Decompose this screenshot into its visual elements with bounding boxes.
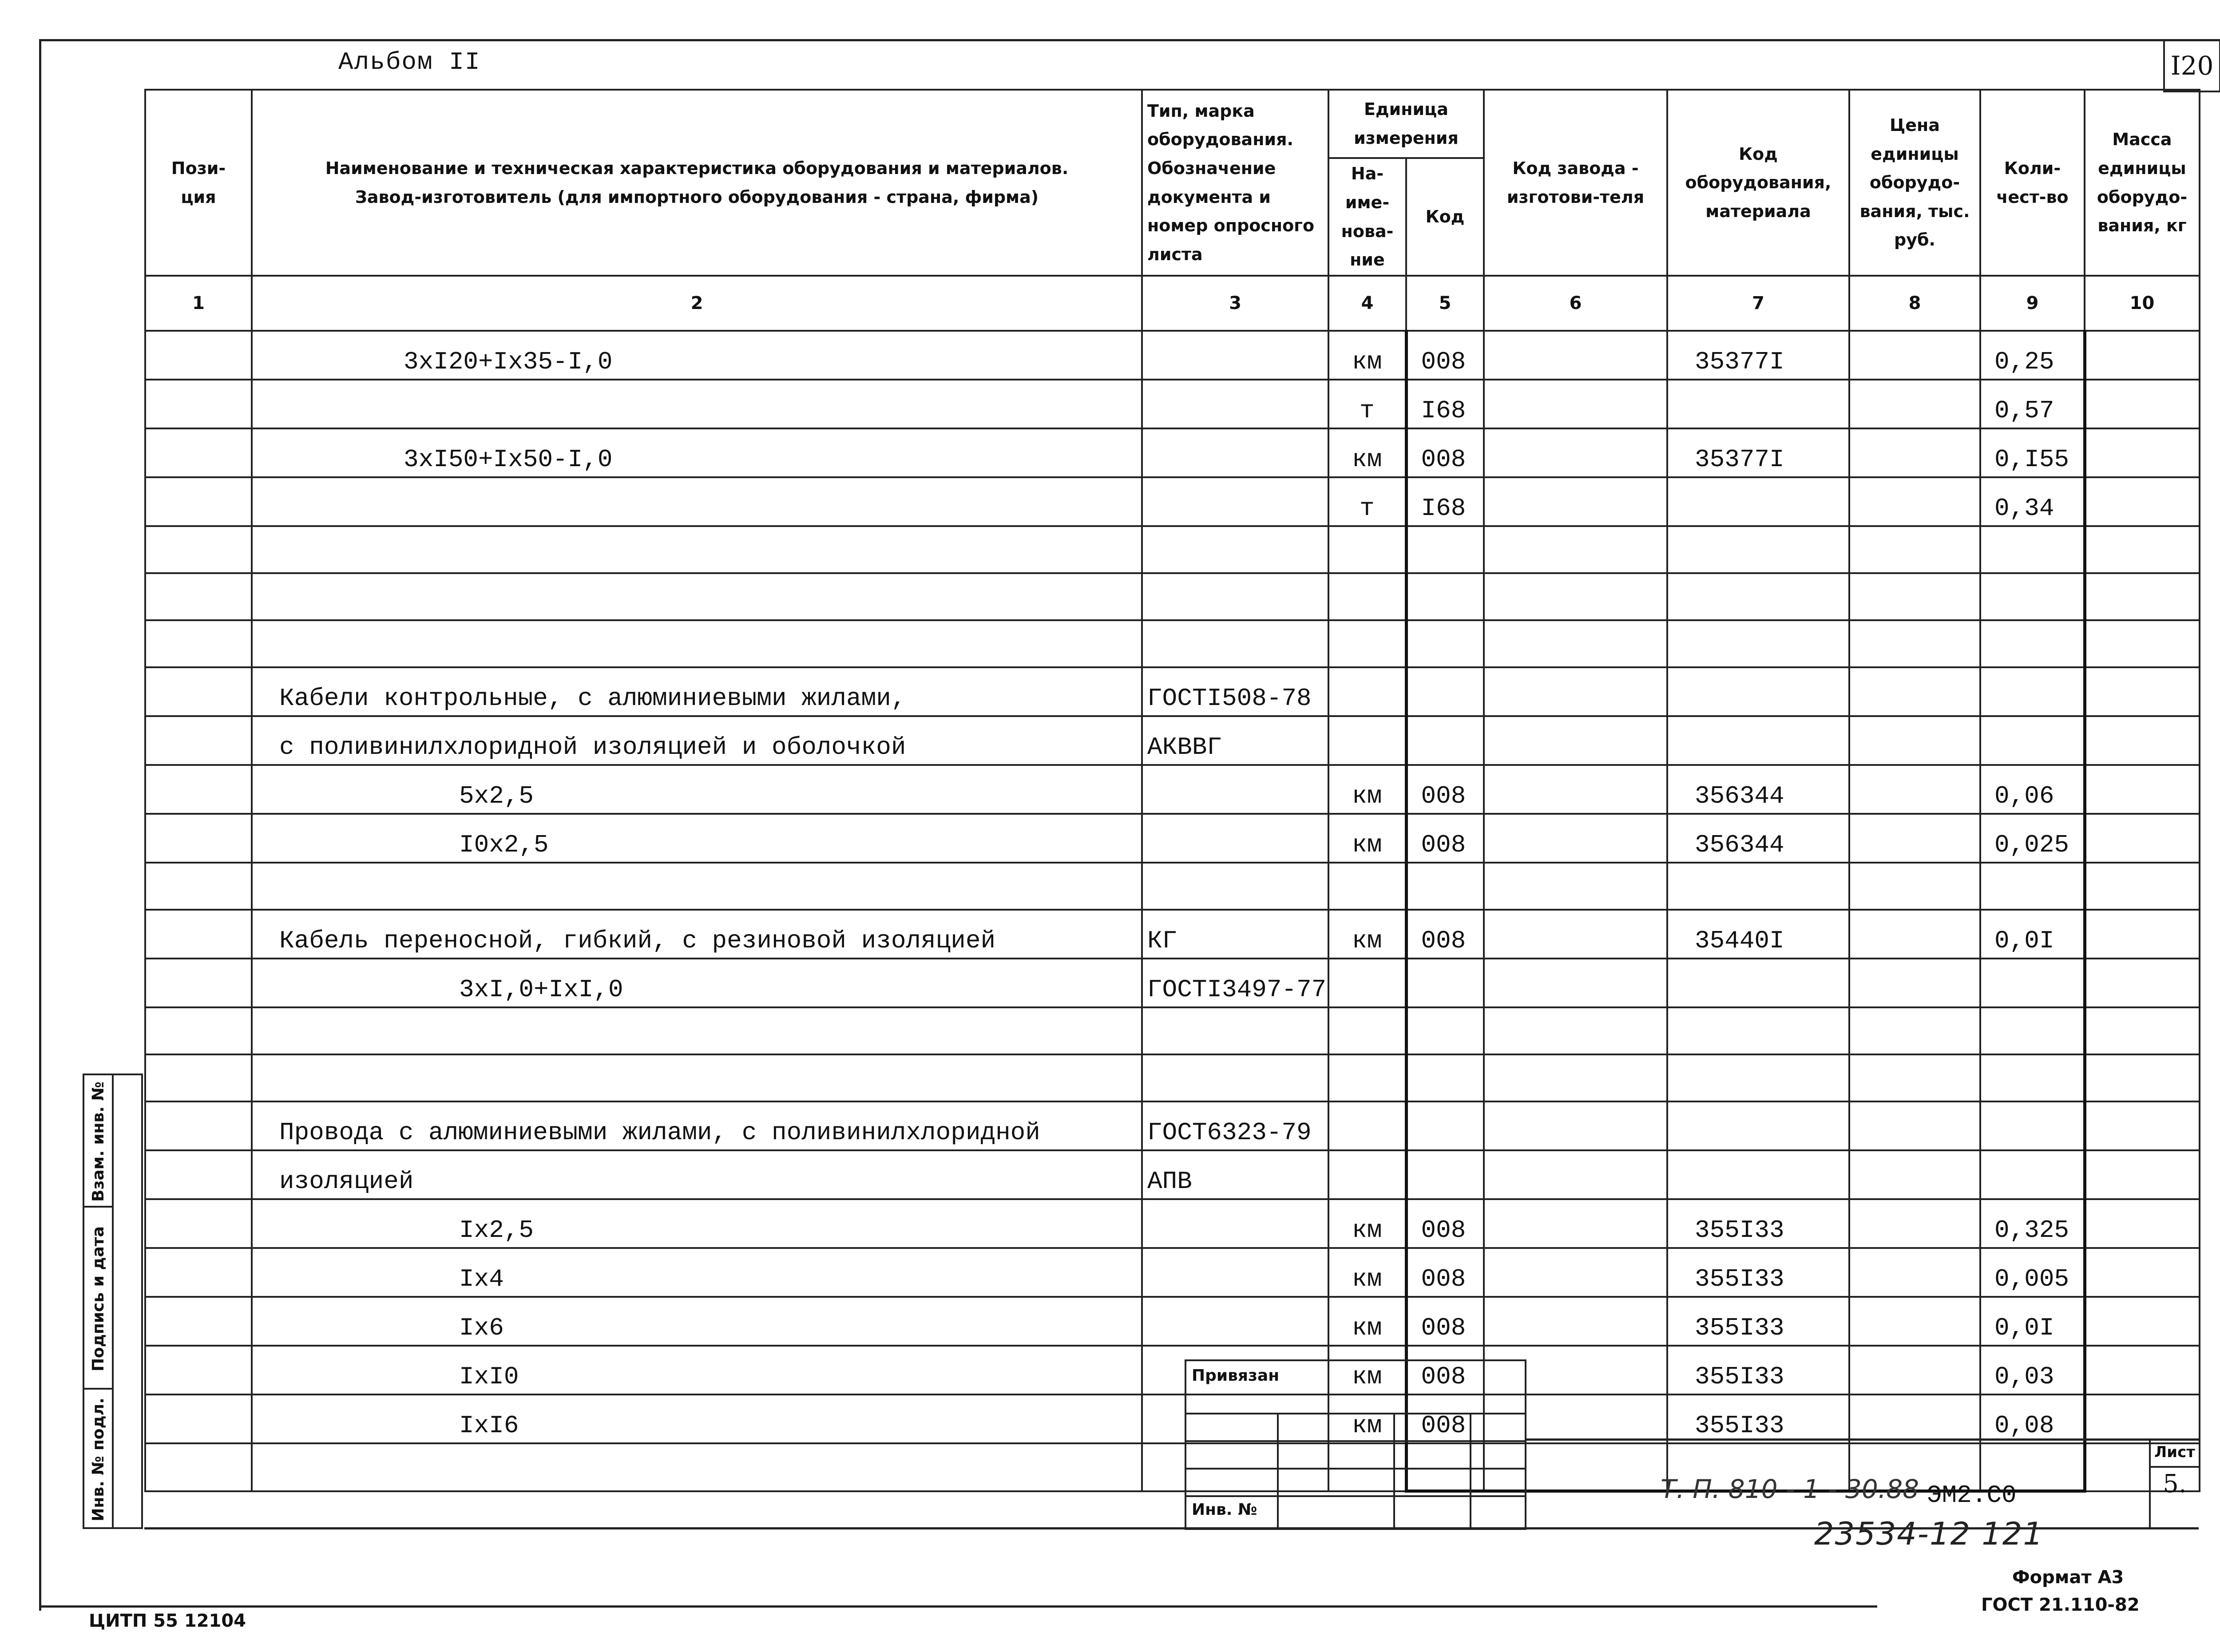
row-price — [1849, 428, 1980, 477]
row-name: 3xI20+Ix35-I,0 — [252, 331, 1142, 380]
row-unit-code: I68 — [1406, 380, 1484, 428]
row-unit-code — [1406, 667, 1484, 716]
gost-label: ГОСТ 21.110-82 — [1981, 1595, 2140, 1615]
row-unit-code: 008 — [1406, 1199, 1484, 1248]
row-position — [145, 1054, 252, 1101]
header-mass: Масса единицы оборудо-вания, кг — [2085, 90, 2200, 276]
row-name — [252, 477, 1142, 526]
row-unit — [1328, 573, 1406, 620]
row-unit: т — [1328, 477, 1406, 526]
row-unit — [1328, 1150, 1406, 1199]
row-unit-code: 008 — [1406, 765, 1484, 814]
column-number: 1 — [145, 276, 252, 331]
column-number: 4 — [1328, 276, 1406, 331]
row-unit-code — [1406, 620, 1484, 667]
row-unit — [1328, 959, 1406, 1007]
row-mass — [2085, 428, 2200, 477]
row-type: АПВ — [1142, 1150, 1328, 1199]
header-type: Тип, марка оборудования. Обозначение документа и номер опросного листа — [1142, 90, 1328, 276]
row-name — [252, 1443, 1142, 1491]
table-row — [145, 910, 2200, 959]
header-material-code: Код оборудования, материала — [1667, 90, 1849, 276]
page-number: I20 — [2163, 39, 2220, 92]
row-material-code: 356344 — [1667, 814, 1849, 863]
row-factory-code — [1484, 620, 1667, 667]
row-mass — [2085, 477, 2200, 526]
table-row — [145, 526, 2200, 573]
row-price — [1849, 1199, 1980, 1248]
row-unit — [1328, 667, 1406, 716]
specification-table — [144, 89, 2200, 1493]
row-price — [1849, 1394, 1980, 1443]
row-name: 3xI50+Ix50-I,0 — [252, 428, 1142, 477]
table-row — [145, 428, 2200, 477]
column-number: 5 — [1406, 276, 1484, 331]
row-type — [1142, 1297, 1328, 1346]
row-material-code — [1667, 380, 1849, 428]
row-unit — [1328, 716, 1406, 765]
row-material-code — [1667, 863, 1849, 910]
sheet-label: Лист — [2151, 1438, 2199, 1468]
sidebar-label-signature: Подпись и дата — [89, 1226, 107, 1371]
table-row — [145, 814, 2200, 863]
column-number: 3 — [1142, 276, 1328, 331]
row-material-code: 35440I — [1667, 910, 1849, 959]
row-position — [145, 863, 252, 910]
row-position — [145, 1394, 252, 1443]
row-price — [1849, 1248, 1980, 1297]
row-factory-code — [1484, 667, 1667, 716]
row-position — [145, 716, 252, 765]
table-row — [145, 1346, 2200, 1394]
table-row — [145, 1199, 2200, 1248]
row-unit-code — [1406, 1007, 1484, 1054]
row-unit: км — [1328, 814, 1406, 863]
row-type: ГОСТI508-78 — [1142, 667, 1328, 716]
row-unit-code: I68 — [1406, 477, 1484, 526]
row-price — [1849, 814, 1980, 863]
row-type — [1142, 863, 1328, 910]
table-row — [145, 331, 2200, 380]
row-price — [1849, 331, 1980, 380]
sidebar-label-original-inventory: Инв. № подл. — [89, 1397, 107, 1521]
row-material-code: 35377I — [1667, 428, 1849, 477]
row-position — [145, 959, 252, 1007]
row-unit-code — [1406, 1101, 1484, 1150]
row-price — [1849, 959, 1980, 1007]
row-unit — [1328, 526, 1406, 573]
row-name: Кабели контрольные, с алюминиевыми жилами, — [252, 667, 1142, 716]
row-material-code — [1667, 1101, 1849, 1150]
row-material-code — [1667, 620, 1849, 667]
page-frame-bottom — [39, 1605, 1877, 1608]
row-unit-code: 008 — [1406, 428, 1484, 477]
row-name — [252, 620, 1142, 667]
row-factory-code — [1484, 1297, 1667, 1346]
row-unit — [1328, 1054, 1406, 1101]
row-unit: км — [1328, 331, 1406, 380]
row-type — [1142, 1007, 1328, 1054]
row-unit-code: 008 — [1406, 1248, 1484, 1297]
row-type — [1142, 331, 1328, 380]
row-unit — [1328, 863, 1406, 910]
header-unit-group: Единица измерения — [1328, 90, 1484, 158]
row-unit: км — [1328, 910, 1406, 959]
row-position — [145, 1199, 252, 1248]
row-quantity — [1980, 526, 2085, 573]
row-name — [252, 1007, 1142, 1054]
row-factory-code — [1484, 910, 1667, 959]
sidebar-label-replacement: Взам. инв. № — [89, 1081, 107, 1202]
column-number: 9 — [1980, 276, 2085, 331]
row-unit-code — [1406, 959, 1484, 1007]
row-quantity: 0,03 — [1980, 1346, 2085, 1394]
row-quantity: 0,025 — [1980, 814, 2085, 863]
row-position — [145, 380, 252, 428]
row-mass — [2085, 1346, 2200, 1394]
row-position — [145, 620, 252, 667]
row-price — [1849, 863, 1980, 910]
row-mass — [2085, 1394, 2200, 1443]
row-quantity: 0,06 — [1980, 765, 2085, 814]
row-factory-code — [1484, 1199, 1667, 1248]
row-unit: км — [1328, 1248, 1406, 1297]
binding-title: Привязан — [1192, 1367, 1280, 1385]
row-price — [1849, 477, 1980, 526]
header-unit-code: Код — [1406, 158, 1484, 276]
row-factory-code — [1484, 814, 1667, 863]
row-price — [1849, 526, 1980, 573]
table-row — [145, 573, 2200, 620]
row-type — [1142, 573, 1328, 620]
row-position — [145, 667, 252, 716]
row-quantity: 0,57 — [1980, 380, 2085, 428]
row-name — [252, 526, 1142, 573]
row-mass — [2085, 1248, 2200, 1297]
binding-inventory-label: Инв. № — [1192, 1501, 1257, 1519]
row-quantity: 0,25 — [1980, 331, 2085, 380]
row-name: IxI6 — [252, 1394, 1142, 1443]
row-type — [1142, 1054, 1328, 1101]
row-name — [252, 863, 1142, 910]
format-label: Формат А3 — [2012, 1567, 2124, 1588]
row-unit: км — [1328, 1199, 1406, 1248]
row-mass — [2085, 1054, 2200, 1101]
row-factory-code — [1484, 1248, 1667, 1297]
row-quantity — [1980, 1007, 2085, 1054]
row-unit — [1328, 620, 1406, 667]
table-row — [145, 863, 2200, 910]
row-unit: км — [1328, 1346, 1406, 1394]
row-mass — [2085, 1297, 2200, 1346]
row-position — [145, 477, 252, 526]
row-material-code — [1667, 526, 1849, 573]
table-row — [145, 959, 2200, 1007]
row-position — [145, 1248, 252, 1297]
row-position — [145, 1443, 252, 1491]
row-name: Ix4 — [252, 1248, 1142, 1297]
row-material-code: 35377I — [1667, 331, 1849, 380]
row-type — [1142, 477, 1328, 526]
row-factory-code — [1484, 1054, 1667, 1101]
row-mass — [2085, 331, 2200, 380]
row-price — [1849, 910, 1980, 959]
row-unit-code: 008 — [1406, 814, 1484, 863]
project-code: Т. П. 810 - 1 - 30.88 — [1661, 1474, 1919, 1504]
row-position — [145, 910, 252, 959]
row-type: КГ — [1142, 910, 1328, 959]
column-number: 2 — [252, 276, 1142, 331]
table-row — [145, 1150, 2200, 1199]
row-price — [1849, 1346, 1980, 1394]
row-factory-code — [1484, 526, 1667, 573]
row-quantity — [1980, 620, 2085, 667]
row-material-code — [1667, 1054, 1849, 1101]
row-unit-code — [1406, 1054, 1484, 1101]
row-factory-code — [1484, 573, 1667, 620]
row-factory-code — [1484, 331, 1667, 380]
header-price: Цена единицы оборудо-вания, тыс. руб. — [1849, 90, 1980, 276]
row-unit: т — [1328, 380, 1406, 428]
row-price — [1849, 380, 1980, 428]
row-position — [145, 814, 252, 863]
row-type — [1142, 380, 1328, 428]
row-name — [252, 380, 1142, 428]
organization-code: ЦИТП 55 12104 — [89, 1611, 246, 1631]
row-mass — [2085, 1007, 2200, 1054]
header-position: Пози- ция — [145, 90, 252, 276]
row-unit — [1328, 1101, 1406, 1150]
header-quantity: Коли-чест-во — [1980, 90, 2085, 276]
row-mass — [2085, 910, 2200, 959]
table-row — [145, 1054, 2200, 1101]
row-material-code: 355I33 — [1667, 1248, 1849, 1297]
row-position — [145, 765, 252, 814]
row-quantity: 0,005 — [1980, 1248, 2085, 1297]
row-type — [1142, 428, 1328, 477]
row-quantity — [1980, 863, 2085, 910]
row-position — [145, 1007, 252, 1054]
header-factory-code: Код завода - изготови-теля — [1484, 90, 1667, 276]
row-position — [145, 573, 252, 620]
row-material-code: 355I33 — [1667, 1346, 1849, 1394]
row-price — [1849, 765, 1980, 814]
row-price — [1849, 1297, 1980, 1346]
row-position — [145, 1297, 252, 1346]
column-number: 10 — [2085, 276, 2200, 331]
row-name: Кабель переносной, гибкий, с резиновой изоляцией — [252, 910, 1142, 959]
table-row — [145, 1248, 2200, 1297]
row-unit: км — [1328, 428, 1406, 477]
row-unit-code — [1406, 863, 1484, 910]
row-name: изоляцией — [252, 1150, 1142, 1199]
row-mass — [2085, 620, 2200, 667]
row-name: I0x2,5 — [252, 814, 1142, 863]
table-row — [145, 765, 2200, 814]
table-row — [145, 1297, 2200, 1346]
row-unit-code: 008 — [1406, 910, 1484, 959]
row-quantity: 0,325 — [1980, 1199, 2085, 1248]
row-position — [145, 1101, 252, 1150]
row-material-code: 355I33 — [1667, 1297, 1849, 1346]
row-price — [1849, 1054, 1980, 1101]
album-title: Альбом II — [338, 48, 481, 76]
row-unit: км — [1328, 1297, 1406, 1346]
column-number: 6 — [1484, 276, 1667, 331]
row-material-code — [1667, 959, 1849, 1007]
row-name: Ix2,5 — [252, 1199, 1142, 1248]
row-name: 5x2,5 — [252, 765, 1142, 814]
row-name: IxI0 — [252, 1346, 1142, 1394]
row-type: ГОСТ6323-79 — [1142, 1101, 1328, 1150]
column-number: 8 — [1849, 276, 1980, 331]
row-type — [1142, 1199, 1328, 1248]
row-material-code — [1667, 1007, 1849, 1054]
row-price — [1849, 667, 1980, 716]
row-quantity: 0,08 — [1980, 1394, 2085, 1443]
row-type: АКВВГ — [1142, 716, 1328, 765]
row-mass — [2085, 1101, 2200, 1150]
table-row — [145, 716, 2200, 765]
row-mass — [2085, 667, 2200, 716]
row-price — [1849, 1150, 1980, 1199]
stamp-top-line — [1526, 1438, 2199, 1441]
row-mass — [2085, 959, 2200, 1007]
row-type — [1142, 814, 1328, 863]
row-material-code — [1667, 1150, 1849, 1199]
row-unit: км — [1328, 1394, 1406, 1443]
row-mass — [2085, 863, 2200, 910]
row-position — [145, 526, 252, 573]
table-row — [145, 1394, 2200, 1443]
header-name: Наименование и техническая характеристика оборудования и материалов. Завод-изготовитель (для импортного оборудования - страна, фирма) — [252, 90, 1142, 276]
table-row — [145, 380, 2200, 428]
table-row — [145, 1101, 2200, 1150]
row-price — [1849, 573, 1980, 620]
row-type — [1142, 526, 1328, 573]
row-type: ГОСТI3497-77 — [1142, 959, 1328, 1007]
row-name: Ix6 — [252, 1297, 1142, 1346]
row-name — [252, 1054, 1142, 1101]
table-row — [145, 620, 2200, 667]
sheet-box — [2149, 1438, 2199, 1527]
row-quantity: 0,0I — [1980, 1297, 2085, 1346]
row-price — [1849, 1007, 1980, 1054]
row-mass — [2085, 765, 2200, 814]
row-unit-code: 008 — [1406, 1297, 1484, 1346]
sheet-number: 5. — [2163, 1470, 2187, 1498]
row-quantity — [1980, 573, 2085, 620]
row-quantity — [1980, 1054, 2085, 1101]
row-quantity — [1980, 959, 2085, 1007]
row-mass — [2085, 526, 2200, 573]
row-unit: км — [1328, 765, 1406, 814]
row-position — [145, 331, 252, 380]
row-factory-code — [1484, 716, 1667, 765]
row-unit-code — [1406, 526, 1484, 573]
row-material-code: 355I33 — [1667, 1394, 1849, 1443]
handwritten-code: 23534-12 121 — [1814, 1516, 2044, 1552]
row-quantity: 0,I55 — [1980, 428, 2085, 477]
row-price — [1849, 1101, 1980, 1150]
binding-block — [1185, 1359, 1526, 1530]
row-unit-code — [1406, 716, 1484, 765]
table-row — [145, 1007, 2200, 1054]
row-type — [1142, 620, 1328, 667]
row-mass — [2085, 573, 2200, 620]
row-mass — [2085, 380, 2200, 428]
row-unit — [1328, 1007, 1406, 1054]
row-quantity: 0,34 — [1980, 477, 2085, 526]
row-name: 3xI,0+IxI,0 — [252, 959, 1142, 1007]
row-mass — [2085, 1199, 2200, 1248]
document-code: ЭМ2.С0 — [1927, 1481, 2017, 1509]
row-factory-code — [1484, 1007, 1667, 1054]
row-factory-code — [1484, 765, 1667, 814]
row-factory-code — [1484, 428, 1667, 477]
row-factory-code — [1484, 959, 1667, 1007]
row-factory-code — [1484, 380, 1667, 428]
row-price — [1849, 716, 1980, 765]
row-quantity — [1980, 716, 2085, 765]
row-unit-code: 008 — [1406, 331, 1484, 380]
header-unit-name: На-име-нова-ние — [1328, 158, 1406, 276]
row-material-code — [1667, 716, 1849, 765]
row-mass — [2085, 716, 2200, 765]
row-quantity: 0,0I — [1980, 910, 2085, 959]
row-type — [1142, 765, 1328, 814]
row-material-code: 355I33 — [1667, 1199, 1849, 1248]
row-material-code — [1667, 477, 1849, 526]
row-unit-code: 008 — [1406, 1394, 1484, 1443]
row-factory-code — [1484, 477, 1667, 526]
column-number: 7 — [1667, 276, 1849, 331]
row-type — [1142, 1248, 1328, 1297]
row-material-code — [1667, 667, 1849, 716]
row-factory-code — [1484, 1101, 1667, 1150]
row-unit-code — [1406, 573, 1484, 620]
row-position — [145, 1150, 252, 1199]
row-name — [252, 573, 1142, 620]
row-quantity — [1980, 1150, 2085, 1199]
row-quantity — [1980, 1101, 2085, 1150]
row-position — [145, 428, 252, 477]
row-factory-code — [1484, 1150, 1667, 1199]
table-row — [145, 477, 2200, 526]
row-factory-code — [1484, 863, 1667, 910]
row-mass — [2085, 814, 2200, 863]
row-material-code — [1667, 573, 1849, 620]
row-quantity — [1980, 667, 2085, 716]
row-mass — [2085, 1150, 2200, 1199]
table-row — [145, 667, 2200, 716]
row-position — [145, 1346, 252, 1394]
row-material-code: 356344 — [1667, 765, 1849, 814]
row-unit-code: 008 — [1406, 1346, 1484, 1394]
row-name: Провода с алюминиевыми жилами, с поливинилхлоридной — [252, 1101, 1142, 1150]
row-unit-code — [1406, 1150, 1484, 1199]
approval-sidebar — [83, 1074, 143, 1529]
row-name: с поливинилхлоридной изоляцией и оболочкой — [252, 716, 1142, 765]
row-price — [1849, 620, 1980, 667]
